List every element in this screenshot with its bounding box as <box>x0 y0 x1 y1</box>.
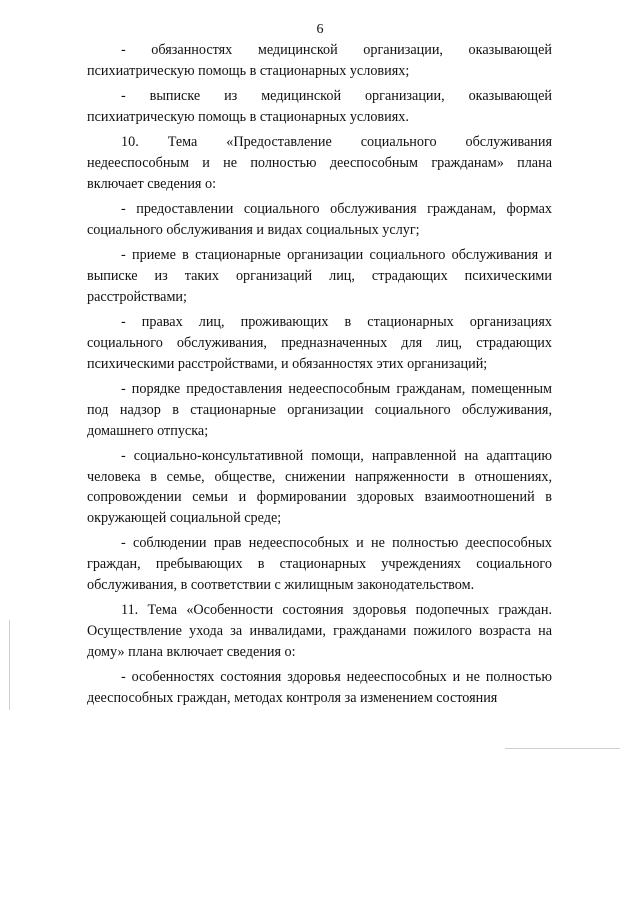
paragraph-4: - предоставлении социального обслуживания гражданам, формах социального обслуживания и видах социальных услуг; <box>87 200 552 238</box>
paragraph-9: - соблюдении прав недееспособных и не полностью дееспособных граждан, пребывающих в стационарных учреждениях социального обслуживания, в соответствии с жилищным законодательством. <box>87 535 552 594</box>
page-number: 6 <box>316 22 324 37</box>
scan-mark-bottom <box>505 748 620 749</box>
document-body <box>87 40 552 713</box>
paragraph-6: - правах лиц, проживающих в стационарных организациях социального обслуживания, предназначенных для лиц, страдающих психическими расстройствами, и обязанностях этих организаций; <box>87 313 552 372</box>
paragraph-1: - обязанностях медицинской организации, оказывающей психиатрическую помощь в стационарных условиях; <box>87 42 552 79</box>
paragraph-11: - особенностях состояния здоровья недееспособных и не полностью дееспособных граждан, методах контроля за изменением состояния <box>87 669 552 707</box>
paragraph-3: 10. Тема «Предоставление социального обслуживания недееспособным и не полностью дееспособным гражданам» плана включает сведения о: <box>87 134 552 192</box>
paragraph-5: - приеме в стационарные организации социального обслуживания и выписке из таких организаций лиц, страдающих психическими расстройствами; <box>87 246 552 305</box>
paragraph-7: - порядке предоставления недееспособным гражданам, помещенным под надзор в стационарные организации социального обслуживания, домашнего отпуска; <box>87 380 552 439</box>
paragraph-10: 11. Тема «Особенности состояния здоровья подопечных граждан. Осуществление ухода за инвалидами, гражданами пожилого возраста на дому» плана включает сведения о: <box>87 602 552 661</box>
paragraph-8: - социально-консультативной помощи, направленной на адаптацию человека в семье, обществе, снижении напряженности в отношениях, сопровождении семьи и формировании здоровых взаимоотношений в окружающей социальной среде; <box>87 447 552 527</box>
scan-mark-left <box>9 620 10 710</box>
paragraph-2: - выписке из медицинской организации, оказывающей психиатрическую помощь в стационарных условиях. <box>87 88 552 125</box>
